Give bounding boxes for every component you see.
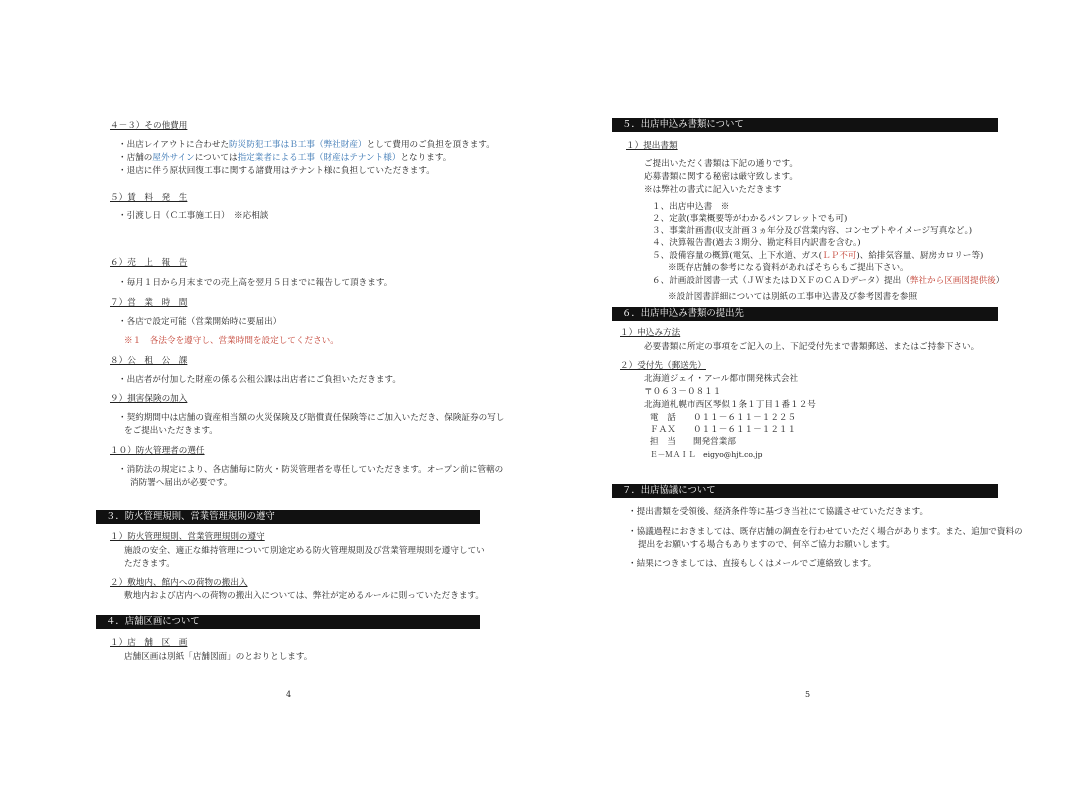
section-9-heading: ９）損害保険の加入 (110, 394, 188, 404)
doc-list-item-2: ２、定款(事業概要等がわかるパンフレットでも可) (652, 214, 848, 224)
section-6-2-heading: ２）受付先（郵送先） (620, 361, 706, 371)
doc-list-item-4: ４、決算報告書(過去３期分、勘定科目内訳書を含む。) (652, 238, 861, 248)
section-6-heading: ６）売 上 報 告 (110, 258, 188, 268)
section-3-1-body-line-1: 施設の安全、適正な維持管理について別途定める防火管理規則及び営業管理規則を遵守してい (124, 546, 485, 556)
section-8-heading: ８）公 租 公 課 (110, 356, 188, 366)
contact-email: Ｅ－ＭＡＩＬ eigyo@hjt.co.jp (650, 450, 763, 459)
section-3-2-body: 敷地内および店内への荷物の搬出入については、弊社が定めるルールに則っていただきます。 (124, 591, 484, 601)
doc-list-item-5: ５、設備容量の概算(電気、上下水道、ガス(ＬＰ不可)、給排気容量、厨房カロリー等) (652, 251, 984, 261)
section-4-3-bullet-2: ・店舗の屋外サインについては指定業者による工事（財産はテナント様）となります。 (118, 153, 452, 163)
section-10-body-line-1: ・消防法の規定により、各店舗毎に防火・防災管理者を専任していただきます。オープン前に管轄の (118, 465, 504, 475)
section-7-heading: ７）営 業 時 間 (110, 298, 188, 308)
section-7-bullet-1: ・提出書類を受領後、経済条件等に基づき当社にて協議させていただきます。 (628, 507, 929, 517)
section-4-3-bullet-3: ・退店に伴う原状回復工事に関する諸費用はテナント様に負担していただきます。 (118, 166, 435, 176)
section-7-body: ・各店で設定可能（営業開始時に要届出） (118, 317, 282, 327)
doc-list-item-3: ３、事業計画書(収支計画３ヵ年分及び営業内容、コンセプトやイメージ写真など。) (652, 226, 973, 236)
contact-address: 北海道札幌市西区琴似１条１丁目１番１２号 (644, 400, 816, 410)
section-7-note: ※１ 各法令を遵守し、営業時間を設定してください。 (124, 336, 339, 346)
section-7-bullet-2-line-1: ・協議過程におきましては、既存店舗の調査を行わせていただく場合があります。また、追加で資料の (628, 527, 1023, 537)
section-6-1-heading: １）申込み方法 (620, 328, 681, 338)
section-4-1-body: 店舗区画は別紙「店舗図面」のとおりとします。 (124, 652, 313, 662)
section-10-body-line-2: 消防署へ届出が必要です。 (130, 478, 233, 488)
section-5-1-heading: １）提出書類 (626, 141, 678, 151)
section-7-bullet-2-line-2: 提出をお願いする場合もありますので、何卒ご協力お願いします。 (638, 540, 895, 550)
section-10-heading: １０）防火管理者の選任 (110, 446, 205, 456)
section-5-1-intro-3: ※は弊社の書式に記入いただきます (644, 185, 782, 195)
section-3-1-heading: １）防火管理規則、営業管理規則の遵守 (110, 532, 265, 542)
section-8-body: ・出店者が付加した財産の係る公租公課は出店者にご負担いただきます。 (118, 375, 401, 385)
section-9-body-line-1: ・契約期間中は店舗の資産相当額の火災保険及び賠償責任保険等にご加入いただき、保険証券の写し (118, 413, 505, 423)
section-6-1-body: 必要書類に所定の事項をご記入の上、下記受付先まで書類郵送、またはご持参下さい。 (644, 342, 980, 352)
section-6-body: ・毎月１日から月末までの売上高を翌月５日までに報告して頂きます。 (118, 278, 393, 288)
doc-list-item-6-note: ※設計図書詳細については別紙の工事申込書及び参考図書を参照 (668, 292, 918, 302)
page-number: 5 (805, 690, 811, 699)
contact-fax: ＦＡＸ ０１１－６１１－１２１１ (650, 425, 797, 435)
section-3-1-body-line-2: ただきます。 (124, 559, 175, 569)
contact-company: 北海道ジェイ・アール都市開発株式会社 (644, 374, 799, 384)
section-4-1-heading: １）店 舗 区 画 (110, 638, 188, 648)
doc-list-item-1: １、出店申込書 ※ (652, 202, 730, 212)
doc-list-item-5-note: ※既存店舗の参考になる資料があればそちらもご提出下さい。 (668, 263, 909, 273)
contact-person: 担 当 開発営業部 (650, 437, 736, 447)
section-3-2-heading: ２）敷地内、館内への荷物の搬出入 (110, 578, 248, 588)
section-band-3: ３．防火管理規則、営業管理規則の遵守 (96, 510, 480, 524)
section-4-3-bullet-1: ・出店レイアウトに合わせた防災防犯工事はＢ工事（弊社財産）として費用のご負担を頂きます。 (118, 140, 495, 150)
section-7-bullet-3: ・結果につきましては、直接もしくはメールでご連絡致します。 (628, 559, 877, 569)
contact-tel: 電 話 ０１１－６１１－１２２５ (650, 413, 797, 423)
section-4-3-heading: ４－３）その他費用 (110, 121, 188, 131)
contact-zip: 〒０６３－０８１１ (644, 387, 722, 397)
section-5-1-intro-2: 応募書類に関する秘密は厳守致します。 (644, 172, 799, 182)
section-5-1-intro-1: ご提出いただく書類は下記の通りです。 (644, 159, 799, 169)
section-5-body: ・引渡し日（Ｃ工事施工日） ※応相談 (118, 211, 269, 221)
page-5 (540, 0, 1080, 800)
page-number: 4 (286, 690, 292, 699)
section-9-body-line-2: をご提出いただきます。 (124, 426, 218, 436)
section-band-4: ４．店舗区画について (96, 615, 480, 629)
section-5-heading: ５）賃 料 発 生 (110, 193, 188, 203)
section-band-5: ５．出店申込み書類について (612, 118, 998, 132)
section-band-6: ６．出店申込み書類の提出先 (612, 307, 998, 321)
doc-list-item-6: ６、計画設計図書一式（ＪＷまたはＤＸＦのＣＡＤデータ）提出（弊社から区画図提供後） (652, 276, 1005, 286)
section-band-7: ７．出店協議について (612, 484, 998, 498)
